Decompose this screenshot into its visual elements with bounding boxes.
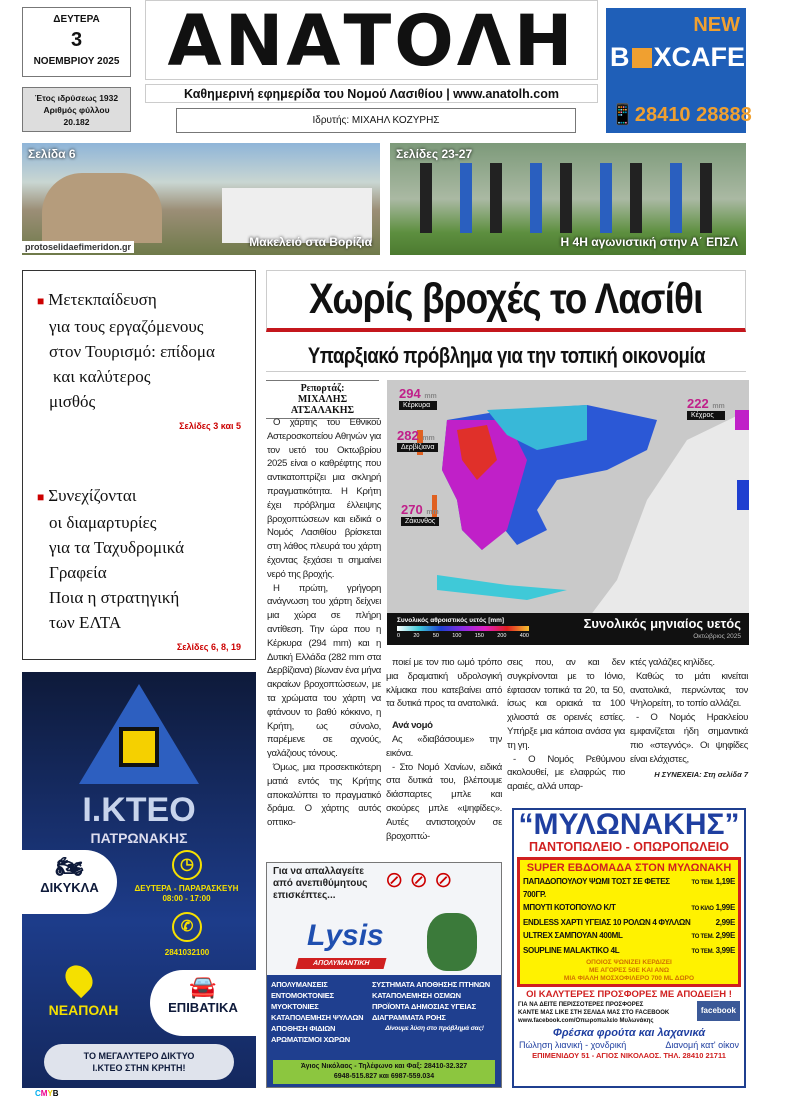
teaser-line: για τους εργαζόμενους [49, 317, 204, 336]
players-image [420, 163, 720, 233]
ikteo-phone: 2841032100 [164, 948, 210, 957]
photo-pages: Σελίδες 23-27 [396, 147, 473, 161]
bullet-icon: ■ [37, 490, 45, 504]
map-subtitle: Οκτώβριος 2025 [693, 633, 741, 640]
paragraph: Όμως, μια προσεκτικότερη ματιά εντός της Κρήτης αποκαλύπτει το πραγματικό δράμα. Ο χάρτης αυτός οπτικο- [267, 761, 381, 829]
issue-number: 20.182 [63, 117, 90, 127]
rainfall-map [387, 380, 749, 645]
sale-type: Πώληση λιανική - χονδρική [519, 1040, 627, 1050]
section-heading: Ανά νομό [392, 720, 433, 732]
ikteo-brand: Ι.ΚΤΕΟ [82, 791, 196, 829]
delivery: Διανομή κατ' οίκον [665, 1040, 739, 1050]
teaser-line: Μετεκπαίδευση [48, 290, 157, 309]
map-title: Συνολικός μηνιαίος υετός [583, 616, 741, 631]
fresh: Φρέσκα φρούτα και λαχανικά [552, 1027, 706, 1039]
paragraph: Καθώς το μάτι κινείται ανατολικά, περνώντας τον Ψηλορείτη, το τοπίο αλλάζει. [630, 670, 748, 710]
byline-name: ΜΙΧΑΛΗΣ ΑΤΣΑΛΑΚΗΣ [290, 394, 355, 416]
teasers-box [22, 270, 256, 660]
print-marks: CMYB [35, 1089, 59, 1098]
teaser-elta[interactable] [37, 483, 241, 660]
continued-link[interactable]: Η ΣΥΝΕΧΕΙΑ: Στη σελίδα 7 [654, 770, 748, 780]
photo-football[interactable] [390, 143, 746, 255]
ikteo-place: ΝΕΑΠΟΛΗ [48, 1002, 119, 1018]
station-kechros: 222 mm Κέχρος [687, 396, 725, 419]
subheadline [266, 340, 746, 372]
boxcafe-ad[interactable] [606, 8, 752, 133]
photo-village[interactable] [22, 143, 380, 255]
paragraph: σεις που, αν και δεν συγκρίνονται με το Ιόνιο, έφτασαν τοπικά τα 20, τα 50, ίσως και οριακά τα 100 χιλιοστά σε ορεινές εστίες. Υπήρξε μια κάποια ανάσα για τη γη. [507, 657, 625, 751]
subheadline-text: Υπαρξιακό πρόβλημα για την τοπική οικονομία [307, 342, 705, 368]
date-box [22, 7, 131, 77]
article-column-3 [507, 656, 625, 794]
brand-b: B [610, 42, 630, 72]
promo: ΟΠΟΙΟΣ ΨΩΝΙΖΕΙ ΚΕΡΔΙΖΕΙ ΜΕ ΑΓΟΡΕΣ 50Ε ΚΑΙ ΑΝΩ ΜΙΑ ΦΙΑΛΗ ΜΟΣΧΟΦΙΛΕΡΟ 700 ML ΔΩΡΟ [563, 959, 695, 982]
teaser-line: για τα Ταχυδρομικά [49, 538, 185, 557]
offer-row: ULTREX ΣΑΜΠΟΥΑΝ 400ML ΤΟ ΤΕΜ. 2,99Ε [523, 931, 735, 940]
watermark: protoselidaefimeridon.gr [22, 241, 134, 253]
byline-label: Ρεπορτάζ: [300, 383, 345, 394]
lysis-ad[interactable] [266, 862, 502, 1088]
facebook-icon[interactable]: facebook [697, 1001, 740, 1021]
paragraph: - Ο Νομός Ρεθύμνου ακολουθεί, με ελαφρώς πιο αραιές, αλλά υπαρ- [507, 753, 625, 793]
hours: ΔΕΥΤΕΡΑ - ΠΑΡΑΡΑΣΚΕΥΗ 08:00 - 17:00 [134, 884, 239, 903]
headline[interactable] [266, 270, 746, 332]
byline [266, 380, 379, 419]
offer-row: ΠΑΠΑΔΟΠΟΥΛΟΥ ΨΩΜΙ ΤΟΣΤ ΣΕ ΦΕΤΕΣ 700ΓΡ. ΤΟ ΤΕΜ. 1,19Ε [523, 877, 735, 899]
ikteo-name: ΠΑΤΡΩΝΑΚΗΣ [90, 830, 188, 846]
teaser-line: των ΕΛΤΑ [49, 613, 122, 632]
offer-row: SOUPLINE MALAKTIKO 4L ΤΟ ΤΕΜ. 3,99Ε [523, 946, 735, 955]
station-kerkyra: 294 mm Κέρκυρα [399, 386, 437, 409]
legend-gradient [397, 626, 529, 631]
teaser-line: Γραφεία [49, 563, 107, 582]
offer-row: ENDLESS ΧΑΡΤΙ ΥΓΕΙΑΣ 10 ΡΟΛΩΝ 4 ΦΥΛΛΩΝ 2,99Ε [523, 918, 735, 927]
week-title: SUPER ΕΒΔΟΜΑΔΑ ΣΤΟΝ ΜΥΛΩΝΑΚΗ [526, 862, 732, 874]
month-year: ΝΟΕΜΒΡΙΟΥ 2025 [33, 56, 120, 67]
paragraph: Ο χάρτης του Εθνικού Αστεροσκοπείου Αθηνών για τον υετό του Οκτωβρίου 2025 είναι ο καθρέφτης που αντικατοπτρίζει μια σκληρή πραγματικότητα. Η Κρήτη έχει πρόβλημα έλλειψης βροχοπτώσεων και ειδικά ο Νομός Λασιθίου βρίσκεται στη λάθος πλευρά του χάρτη έχοντας ξεχάσει τι σημαίνει νερό της βροχής. [267, 417, 381, 580]
church-image [42, 173, 162, 243]
lysis-logo: Lysis [307, 919, 384, 952]
photo-caption: Μακελειό στα Βορίζια [249, 235, 372, 249]
station-dervizianа: 282 mm Δερβίζιανα [397, 428, 438, 452]
teaser-line: Ποια η στρατηγική [49, 588, 180, 607]
ikteo-ad[interactable] [22, 672, 256, 1088]
paragraph: κτές γαλάζιες κηλίδες. [630, 657, 715, 668]
new-label: NEW [693, 14, 740, 36]
speech-bubble-icon [632, 48, 652, 68]
shop-type: ΠΑΝΤΟΠΩΛΕΙΟ - ΟΠΩΡΟΠΩΛΕΙΟ [529, 840, 729, 854]
teaser-pages: Σελίδες 3 και 5 [179, 421, 241, 431]
teaser-line: Συνεχίζονται [48, 486, 137, 505]
mylonakis-ad[interactable] [512, 808, 746, 1088]
lysis-intro: Για να απαλλαγείτε από ανεπιθύμητους επισκέπτες... [273, 866, 368, 901]
teaser-training[interactable] [37, 287, 241, 439]
car-lane-icon [119, 727, 159, 767]
offers-box [517, 857, 741, 987]
article-column-1 [267, 416, 381, 830]
paragraph: Η πρώτη, γρήγορη ανάγνωση του χάρτη δείχνει μια χώρα σε πλήρη αντίθεση. Την ώρα που η Κέρκυρα (294 mm) και η Δυτική Ελλάδα (282 mm στα Δερβίζιανα) βίωναν ένα μήνα ακραίων βροχοπτώσεων, με τα χρώματα του χάρτη να φτάνουν το βαθύ κόκκινο, η Κρήτη, ως σύνολο, παρέμενε σε αχνούς, γαλάζιους τόνους. [267, 582, 381, 760]
car-icon: 🚘 [189, 974, 217, 999]
photo-caption: Η 4Η αγωνιστική στην Α΄ ΕΠΣΛ [560, 235, 738, 249]
station-zakynthos: 270 mm Ζάκυνθος [401, 502, 439, 525]
teaser-line: στον Τουρισμό: επίδομα [49, 342, 215, 361]
photo-pages: Σελίδα 6 [28, 147, 76, 161]
teaser-line: οι διαμαρτυρίες [49, 513, 157, 532]
paragraph: - Στο Νομό Χανίων, ειδικά στα δυτικά του, βλέπουμε διάσπαρτες μπλε και σκούρες μπλε «ψηφίδες». Αυτές αντιστοιχούν σε βροχοπτώ- [386, 761, 502, 842]
date-number: 3 [70, 29, 83, 51]
day: ΔΕΥΤΕΡΑ [53, 14, 100, 25]
paragraph: Ας «διαβάσουμε» την εικόνα. [386, 733, 502, 759]
sale-info [514, 1040, 744, 1051]
shop-name: “ΜΥΛΩΝΑΚΗΣ” [518, 808, 740, 841]
offer-row: ΜΠΟΥΤΙ ΚΟΤΟΠΟΥΛΟ Κ/Τ ΤΟ ΚΙΛΟ 1,99Ε [523, 903, 735, 912]
teaser-line: και καλύτερος [53, 367, 151, 386]
boxcafe-phone: 28410 28888 [634, 104, 752, 126]
offers-note: ΟΙ ΚΑΛΥΤΕΡΕΣ ΠΡΟΣΦΟΡΕΣ ΜΕ ΑΠΟΔΕΙΞΗ ! [526, 989, 732, 1000]
no-pests-icons: ⊘ ⊘ ⊘ [385, 867, 453, 892]
map-legend-bar [387, 613, 749, 645]
motorcycle-icon: 🏍 [55, 854, 84, 879]
cars-badge: 🚘 ΕΠΙΒΑΤΙΚΑ [150, 970, 256, 1036]
article-column-2 [386, 656, 502, 843]
legend-ticks: 0 20 50 100 150 200 400 [397, 633, 529, 639]
facebook-info: ΓΙΑ ΝΑ ΔΕΙΤΕ ΠΕΡΙΣΣΟΤΕΡΕΣ ΠΡΟΣΦΟΡΕΣ ΚΑΝΤΕ ΜΑΣ LIKE ΣΤΗ ΣΕΛΙΔΑ ΜΑΣ ΣΤΟ FACEBOOK www.facebook.com/Οπωροπωλείο Μυλωνάκης facebook [514, 1001, 744, 1025]
brand-rest: XCAFE [653, 42, 746, 72]
lysis-contact: Άγιος Νικόλαος - Τηλέφωνο και Φαξ: 28410-32.327 6948-515.827 και 6987-559.034 [273, 1060, 495, 1084]
headline-text[interactable]: Χωρίς βροχές το Λασίθι [309, 275, 703, 323]
teaser-pages: Σελίδες 6, 8, 19 [176, 642, 241, 652]
paragraph: ποιεί με τον πιο ωμό τρόπο μια δραματική υδρολογική κλίμακα που κατεβαίνει από τα δυτικά προς τα ανατολικά. [386, 657, 502, 710]
paragraph: - Ο Νομός Ηρακλείου εμφανίζεται ήδη σημαντικά πιο «στεγνός». Οι ψηφίδες είναι ελάχιστες, [630, 712, 748, 765]
exterminator-mascot-icon [427, 913, 477, 971]
legend-title: Συνολικός αθροιστικός υετός [mm] [397, 617, 505, 624]
bullet-icon: ■ [37, 294, 45, 308]
slogan: ΤΟ ΜΕΓΑΛΥΤΕΡΟ ΔΙΚΤΥΟ Ι.ΚΤΕΟ ΣΤΗΝ ΚΡΗΤΗ! [44, 1044, 234, 1080]
tagline[interactable]: Καθημερινή εφημερίδα του Νομού Λασιθίου | www.anatolh.com [145, 84, 598, 103]
location-pin-icon [60, 960, 98, 998]
article-column-4 [630, 656, 748, 782]
founder: Ιδρυτής: ΜΙΧΑΗΛ ΚΟΖΥΡΗΣ [176, 108, 576, 133]
issue-label: Αριθμός φύλλου [43, 105, 110, 115]
services-left: ΑΠΟΛΥΜΑΝΣΕΙΣ ΕΝΤΟΜΟΚΤΟΝΙΕΣ ΜΥΟΚΤΟΝΙΕΣ ΚΑΤΑΠΟΛΕΜΗΣΗ ΨΥΛΛΩΝ ΑΠΟΘΗΣΗ ΦΙΔΙΩΝ ΑΡΩΜΑΤΙΣΜΟΙ ΧΩΡΩΝ [271, 980, 364, 1044]
phone-icon: 📱 [610, 104, 635, 126]
lysis-sub: ΑΠΟΛΥΜΑΝΤΙΚΗ [296, 958, 387, 969]
services-right: ΣΥΣΤΗΜΑΤΑ ΑΠΟΘΗΣΗΣ ΠΤΗΝΩΝ ΚΑΤΑΠΟΛΕΜΗΣΗ ΟΣΜΩΝ ΠΡΟΪΟΝΤΑ ΔΗΜΟΣΙΑΣ ΥΓΕΙΑΣ ΔΙΑΓΡΑΜΜΑΤΑ ΡΟΗΣ Δίνουμε λύση στο πρόβλημά σας! [372, 980, 490, 1032]
clock-icon: ◷ [172, 850, 202, 880]
teaser-line: μισθός [49, 392, 96, 411]
issue-info [22, 87, 131, 132]
phone-icon: ✆ [172, 912, 202, 942]
bikes-badge: 🏍 ΔΙΚΥΚΛΑ [22, 850, 117, 914]
founded: Έτος ιδρύσεως 1932 [34, 93, 119, 103]
masthead: ΑΝΑΤΟΛΗ [145, 0, 598, 80]
address: ΕΠΙΜΕΝΙΔΟΥ 51 - ΑΓΙΟΣ ΝΙΚΟΛΑΟΣ. ΤΗΛ. 28410 21711 [532, 1051, 726, 1060]
